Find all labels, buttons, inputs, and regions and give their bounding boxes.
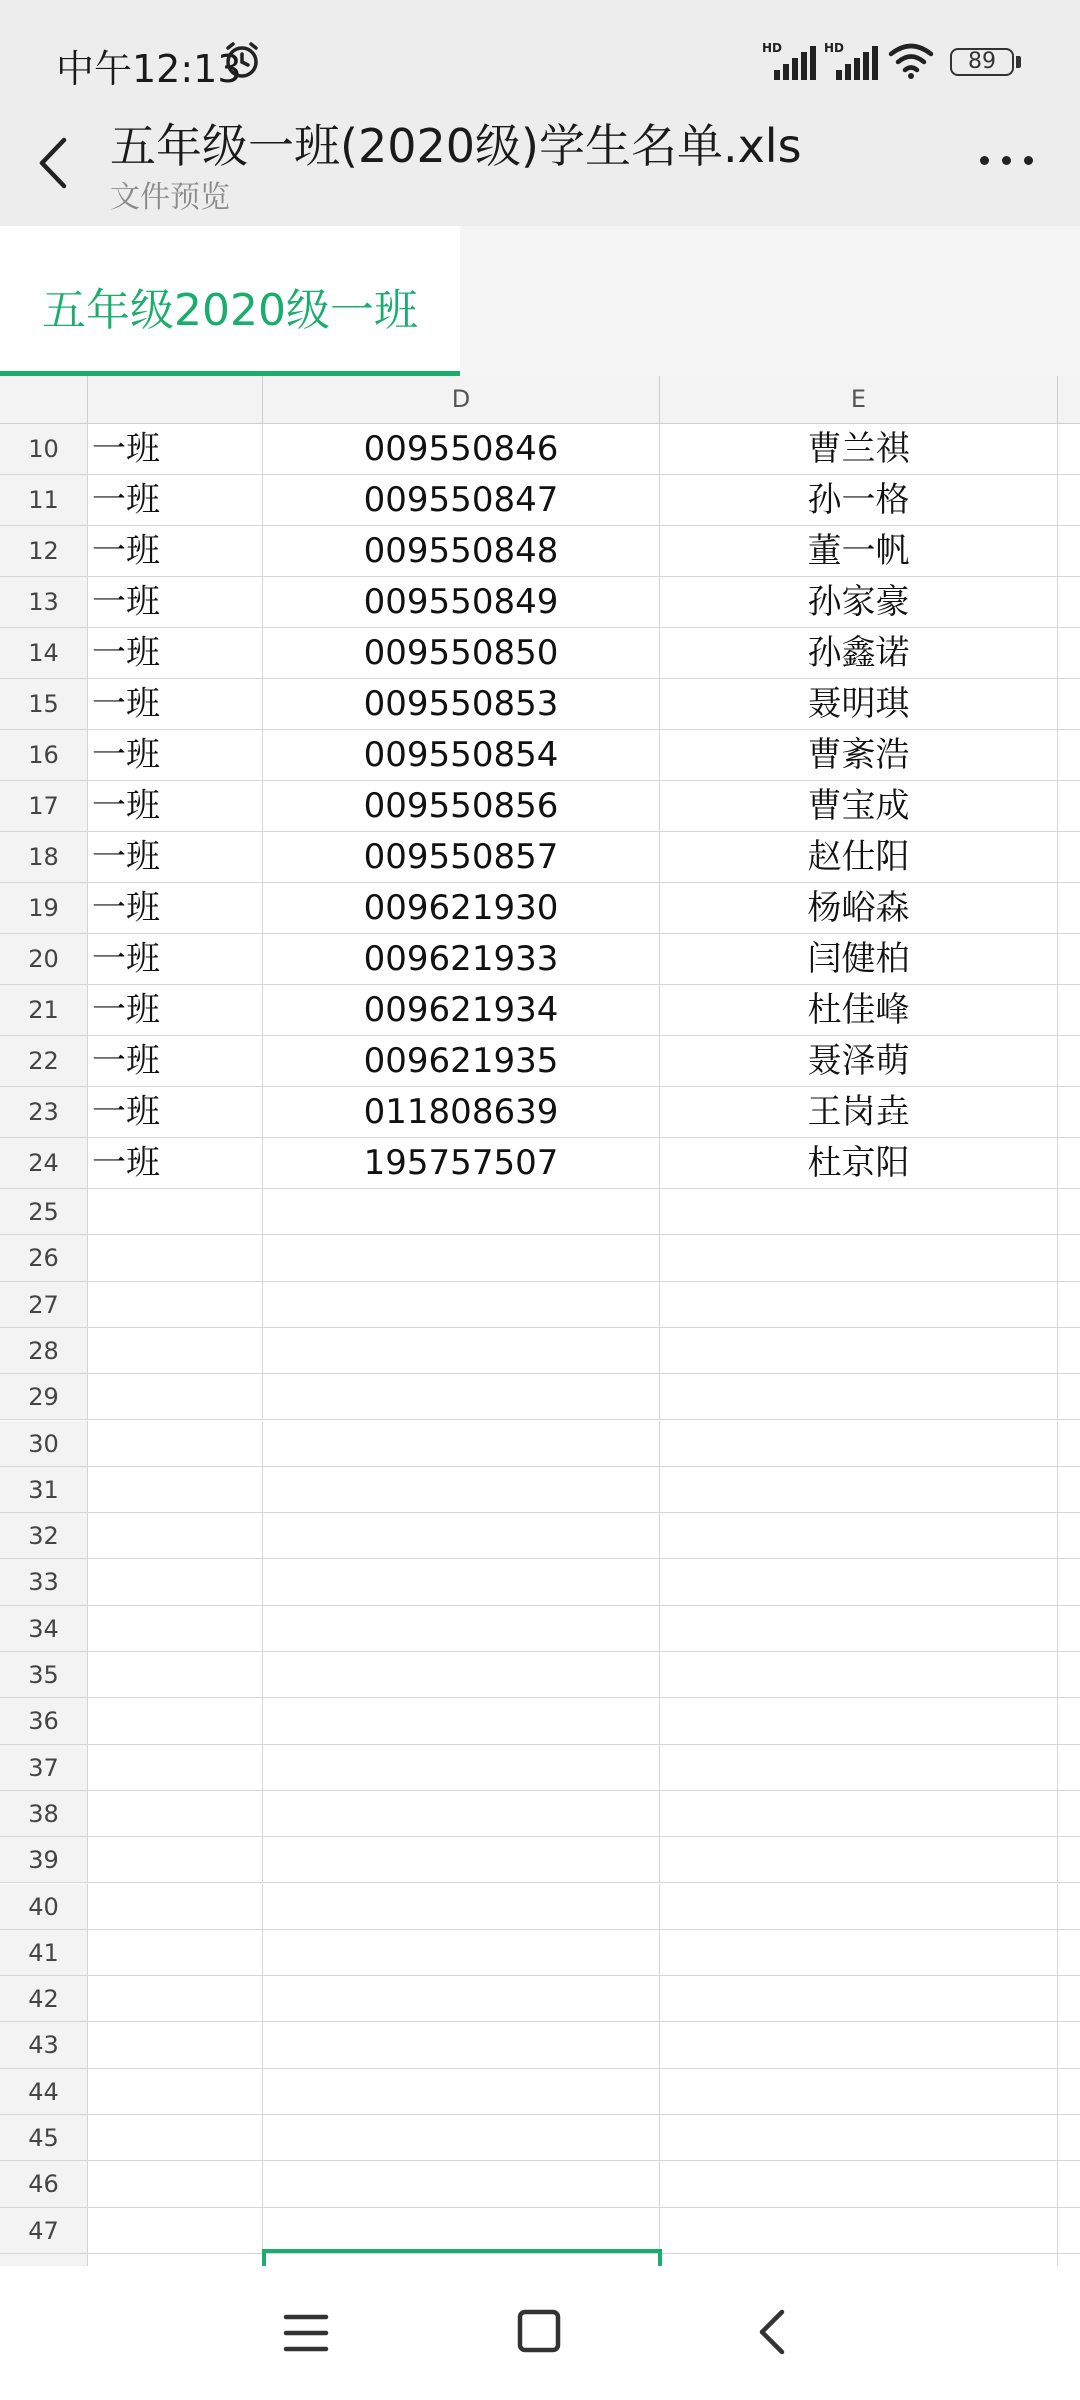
class-cell[interactable]: 一班 (88, 781, 263, 831)
student-id-cell[interactable]: 009550848 (263, 526, 660, 576)
overflow-cell[interactable] (1058, 1467, 1080, 1512)
student-id-cell[interactable]: 009550846 (263, 424, 660, 474)
overflow-cell[interactable] (1058, 1884, 1080, 1929)
student-name-cell[interactable] (660, 1652, 1058, 1697)
student-id-cell[interactable] (263, 1976, 660, 2021)
row-number: 27 (0, 1282, 88, 1327)
row-number: 39 (0, 1837, 88, 1882)
row-number: 34 (0, 1606, 88, 1651)
table-row (0, 1138, 1080, 1189)
sheet-tab-strip (0, 226, 1080, 376)
column-header-row (0, 376, 1080, 424)
student-id-cell[interactable] (263, 1374, 660, 1419)
class-cell[interactable]: 一班 (88, 832, 263, 882)
student-name-cell[interactable] (660, 1513, 1058, 1558)
table-row (0, 1698, 1080, 1744)
table-row (0, 1282, 1080, 1328)
student-name-cell[interactable]: 曹宝成 (660, 781, 1058, 831)
overflow-cell[interactable] (1058, 1652, 1080, 1697)
row-number: 16 (0, 730, 88, 780)
more-icon-dot (1024, 156, 1033, 165)
student-name-cell[interactable] (660, 2069, 1058, 2114)
column-header-d[interactable]: D (263, 376, 660, 423)
table-row (0, 985, 1080, 1036)
row-number: 37 (0, 1745, 88, 1790)
more-options-button[interactable] (972, 140, 1042, 180)
class-cell[interactable] (88, 1282, 263, 1327)
table-row (0, 1791, 1080, 1837)
student-name-cell[interactable]: 王岗垚 (660, 1087, 1058, 1137)
table-row (0, 1087, 1080, 1138)
table-row (0, 526, 1080, 577)
overflow-cell[interactable] (1058, 1559, 1080, 1604)
overflow-cell[interactable] (1058, 730, 1080, 780)
column-header-e[interactable]: E (660, 376, 1058, 423)
table-row (0, 628, 1080, 679)
class-cell[interactable]: 一班 (88, 628, 263, 678)
class-cell[interactable]: 一班 (88, 424, 263, 474)
table-row (0, 781, 1080, 832)
table-row (0, 1837, 1080, 1883)
sheet-tab[interactable] (0, 226, 460, 376)
student-name-cell[interactable]: 孙一格 (660, 475, 1058, 525)
file-title: 五年级一班(2020级)学生名单.xls (110, 119, 802, 173)
table-row (0, 577, 1080, 628)
overflow-cell[interactable] (1058, 832, 1080, 882)
row-number: 29 (0, 1374, 88, 1419)
overflow-cell[interactable] (1058, 1282, 1080, 1327)
table-row (0, 934, 1080, 985)
corner-header (0, 376, 88, 423)
student-name-cell[interactable] (660, 1606, 1058, 1651)
student-id-cell[interactable]: 195757507 (263, 1138, 660, 1188)
student-name-cell[interactable]: 闫健柏 (660, 934, 1058, 984)
student-id-cell[interactable]: 009550849 (263, 577, 660, 627)
overflow-cell[interactable] (1058, 1698, 1080, 1743)
class-cell[interactable] (88, 2022, 263, 2067)
student-name-cell[interactable]: 曹兰祺 (660, 424, 1058, 474)
class-cell[interactable] (88, 1791, 263, 1836)
student-name-cell[interactable] (660, 1421, 1058, 1466)
class-cell[interactable]: 一班 (88, 1087, 263, 1137)
table-row (0, 1930, 1080, 1976)
row-number: 28 (0, 1328, 88, 1373)
row-number: 46 (0, 2161, 88, 2206)
table-row (0, 1884, 1080, 1930)
row-number: 41 (0, 1930, 88, 1975)
overflow-cell[interactable] (1058, 934, 1080, 984)
class-cell[interactable] (88, 1467, 263, 1512)
overflow-cell[interactable] (1058, 1513, 1080, 1558)
student-name-cell[interactable]: 杜佳峰 (660, 985, 1058, 1035)
status-bar (0, 0, 1080, 110)
class-cell[interactable] (88, 1235, 263, 1280)
class-cell[interactable]: 一班 (88, 679, 263, 729)
student-id-cell[interactable] (263, 1930, 660, 1975)
class-cell[interactable] (88, 1884, 263, 1929)
column-header[interactable] (88, 376, 263, 423)
student-name-cell[interactable] (660, 1884, 1058, 1929)
student-id-cell[interactable] (263, 1606, 660, 1651)
student-name-cell[interactable] (660, 1374, 1058, 1419)
table-row (0, 2161, 1080, 2207)
student-id-cell[interactable] (263, 1235, 660, 1280)
row-number: 32 (0, 1513, 88, 1558)
student-name-cell[interactable]: 赵仕阳 (660, 832, 1058, 882)
table-row (0, 2115, 1080, 2161)
row-number: 40 (0, 1884, 88, 1929)
table-row (0, 679, 1080, 730)
student-name-cell[interactable] (660, 1745, 1058, 1790)
hd-signal-icon (824, 40, 880, 82)
row-number: 36 (0, 1698, 88, 1743)
student-id-cell[interactable] (263, 2022, 660, 2067)
overflow-cell[interactable] (1058, 1421, 1080, 1466)
student-name-cell[interactable] (660, 1235, 1058, 1280)
class-cell[interactable] (88, 1559, 263, 1604)
student-id-cell[interactable] (263, 1652, 660, 1697)
overflow-cell[interactable] (1058, 1745, 1080, 1790)
student-id-cell[interactable]: 009550854 (263, 730, 660, 780)
student-id-cell[interactable]: 009550850 (263, 628, 660, 678)
status-time: 中午12:13 (56, 47, 242, 91)
student-id-cell[interactable]: 009550856 (263, 781, 660, 831)
overflow-cell[interactable] (1058, 526, 1080, 576)
student-name-cell[interactable] (660, 2161, 1058, 2206)
overflow-cell[interactable] (1058, 781, 1080, 831)
overflow-cell[interactable] (1058, 2208, 1080, 2253)
student-id-cell[interactable] (263, 1884, 660, 1929)
battery-tip (1016, 56, 1021, 68)
overflow-cell[interactable] (1058, 424, 1080, 474)
class-cell[interactable]: 一班 (88, 883, 263, 933)
student-name-cell[interactable]: 杨峪森 (660, 883, 1058, 933)
class-cell[interactable]: 一班 (88, 526, 263, 576)
overflow-cell[interactable] (1058, 1235, 1080, 1280)
student-id-cell[interactable] (263, 1467, 660, 1512)
student-name-cell[interactable] (660, 1328, 1058, 1373)
svg-text:HD: HD (762, 41, 783, 55)
class-cell[interactable] (88, 1513, 263, 1558)
student-name-cell[interactable] (660, 1559, 1058, 1604)
menu-icon[interactable] (282, 2310, 330, 2356)
row-number: 14 (0, 628, 88, 678)
student-id-cell[interactable] (263, 1698, 660, 1743)
student-id-cell[interactable] (263, 2069, 660, 2114)
back-icon[interactable] (750, 2306, 794, 2358)
row-number: 18 (0, 832, 88, 882)
overflow-cell[interactable] (1058, 1087, 1080, 1137)
class-cell[interactable] (88, 1421, 263, 1466)
overflow-cell[interactable] (1058, 1138, 1080, 1188)
table-row (0, 1467, 1080, 1513)
table-row (0, 1559, 1080, 1605)
student-id-cell[interactable] (263, 1421, 660, 1466)
student-id-cell[interactable] (263, 1189, 660, 1234)
student-name-cell[interactable]: 杜京阳 (660, 1138, 1058, 1188)
student-id-cell[interactable]: 009621930 (263, 883, 660, 933)
student-name-cell[interactable] (660, 1282, 1058, 1327)
row-number: 44 (0, 2069, 88, 2114)
battery-icon (950, 48, 1014, 76)
student-name-cell[interactable] (660, 1467, 1058, 1512)
student-id-cell[interactable]: 009550847 (263, 475, 660, 525)
top-bar (0, 0, 1080, 226)
student-id-cell[interactable]: 009621935 (263, 1036, 660, 1086)
student-id-cell[interactable] (263, 1513, 660, 1558)
student-id-cell[interactable] (263, 1282, 660, 1327)
row-number: 47 (0, 2208, 88, 2253)
student-name-cell[interactable]: 聂明琪 (660, 679, 1058, 729)
student-id-cell[interactable]: 009550853 (263, 679, 660, 729)
svg-text:HD: HD (824, 41, 845, 55)
table-row (0, 1513, 1080, 1559)
overflow-cell[interactable] (1058, 1328, 1080, 1373)
student-name-cell[interactable]: 孙家豪 (660, 577, 1058, 627)
overflow-cell[interactable] (1058, 1930, 1080, 1975)
system-nav-bar (0, 2266, 1080, 2400)
overflow-cell[interactable] (1058, 1374, 1080, 1419)
student-name-cell[interactable] (660, 1930, 1058, 1975)
class-cell[interactable] (88, 1930, 263, 1975)
row-number: 30 (0, 1421, 88, 1466)
row-number: 10 (0, 424, 88, 474)
student-id-cell[interactable] (263, 1837, 660, 1882)
table-row (0, 883, 1080, 934)
table-row (0, 1036, 1080, 1087)
student-name-cell[interactable] (660, 2115, 1058, 2160)
row-number: 19 (0, 883, 88, 933)
hd-signal-icon (762, 40, 818, 82)
class-cell[interactable] (88, 2161, 263, 2206)
row-number: 22 (0, 1036, 88, 1086)
class-cell[interactable] (88, 1976, 263, 2021)
class-cell[interactable]: 一班 (88, 1138, 263, 1188)
home-icon[interactable] (514, 2306, 564, 2356)
row-number: 33 (0, 1559, 88, 1604)
spreadsheet-grid[interactable] (0, 376, 1080, 2266)
wifi-icon (888, 42, 934, 80)
row-number: 23 (0, 1087, 88, 1137)
table-row (0, 1745, 1080, 1791)
row-number: 35 (0, 1652, 88, 1697)
class-cell[interactable] (88, 2115, 263, 2160)
class-cell[interactable] (88, 1374, 263, 1419)
row-number: 24 (0, 1138, 88, 1188)
student-name-cell[interactable]: 董一帆 (660, 526, 1058, 576)
table-row (0, 1606, 1080, 1652)
student-name-cell[interactable] (660, 1837, 1058, 1882)
table-row (0, 1189, 1080, 1235)
table-row (0, 2022, 1080, 2068)
student-id-cell[interactable]: 009550857 (263, 832, 660, 882)
back-button[interactable] (30, 128, 78, 198)
class-cell[interactable] (88, 2208, 263, 2253)
student-name-cell[interactable] (660, 1791, 1058, 1836)
alarm-icon (222, 40, 262, 80)
student-name-cell[interactable] (660, 2022, 1058, 2067)
row-number: 21 (0, 985, 88, 1035)
file-subtitle: 文件预览 (110, 180, 230, 215)
class-cell[interactable]: 一班 (88, 730, 263, 780)
student-id-cell[interactable]: 011808639 (263, 1087, 660, 1137)
class-cell[interactable] (88, 1652, 263, 1697)
overflow-cell[interactable] (1058, 475, 1080, 525)
student-id-cell[interactable] (263, 1328, 660, 1373)
table-row (0, 1976, 1080, 2022)
student-name-cell[interactable]: 聂泽萌 (660, 1036, 1058, 1086)
row-number: 25 (0, 1189, 88, 1234)
overflow-cell[interactable] (1058, 2115, 1080, 2160)
row-number: 26 (0, 1235, 88, 1280)
overflow-cell[interactable] (1058, 883, 1080, 933)
table-row (0, 2069, 1080, 2115)
student-id-cell[interactable]: 009621934 (263, 985, 660, 1035)
row-number: 42 (0, 1976, 88, 2021)
table-row (0, 1652, 1080, 1698)
student-id-cell[interactable] (263, 2208, 660, 2253)
row-number: 13 (0, 577, 88, 627)
row-number: 45 (0, 2115, 88, 2160)
table-row (0, 730, 1080, 781)
student-id-cell[interactable]: 009621933 (263, 934, 660, 984)
more-icon-dot (980, 156, 989, 165)
student-id-cell[interactable] (263, 1791, 660, 1836)
more-icon-dot (1002, 156, 1011, 165)
battery-level: 89 (968, 49, 996, 74)
student-name-cell[interactable]: 曹紊浩 (660, 730, 1058, 780)
overflow-cell[interactable] (1058, 985, 1080, 1035)
class-cell[interactable] (88, 1328, 263, 1373)
row-number: 15 (0, 679, 88, 729)
class-cell[interactable]: 一班 (88, 1036, 263, 1086)
student-name-cell[interactable]: 孙鑫诺 (660, 628, 1058, 678)
table-row (0, 475, 1080, 526)
overflow-cell[interactable] (1058, 1791, 1080, 1836)
class-cell[interactable] (88, 1606, 263, 1651)
overflow-cell[interactable] (1058, 2069, 1080, 2114)
overflow-cell[interactable] (1058, 2161, 1080, 2206)
class-cell[interactable] (88, 2069, 263, 2114)
table-row (0, 1235, 1080, 1281)
student-name-cell[interactable] (660, 1189, 1058, 1234)
row-number: 20 (0, 934, 88, 984)
student-id-cell[interactable] (263, 1745, 660, 1790)
overflow-cell[interactable] (1058, 1837, 1080, 1882)
overflow-cell[interactable] (1058, 1036, 1080, 1086)
table-row (0, 1328, 1080, 1374)
overflow-cell[interactable] (1058, 577, 1080, 627)
overflow-cell[interactable] (1058, 679, 1080, 729)
class-cell[interactable] (88, 1837, 263, 1882)
class-cell[interactable]: 一班 (88, 985, 263, 1035)
class-cell[interactable]: 一班 (88, 577, 263, 627)
table-row (0, 1421, 1080, 1467)
overflow-cell[interactable] (1058, 1606, 1080, 1651)
class-cell[interactable] (88, 1189, 263, 1234)
row-number: 12 (0, 526, 88, 576)
overflow-cell[interactable] (1058, 1189, 1080, 1234)
row-number: 17 (0, 781, 88, 831)
table-row (0, 832, 1080, 883)
row-number: 11 (0, 475, 88, 525)
overflow-cell[interactable] (1058, 628, 1080, 678)
table-row (0, 424, 1080, 475)
student-id-cell[interactable] (263, 2115, 660, 2160)
row-number: 38 (0, 1791, 88, 1836)
student-id-cell[interactable] (263, 1559, 660, 1604)
class-cell[interactable] (88, 1698, 263, 1743)
student-name-cell[interactable] (660, 1698, 1058, 1743)
overflow-cell[interactable] (1058, 2022, 1080, 2067)
row-number: 31 (0, 1467, 88, 1512)
table-row (0, 1374, 1080, 1420)
overflow-cell[interactable] (1058, 1976, 1080, 2021)
student-id-cell[interactable] (263, 2161, 660, 2206)
student-name-cell[interactable] (660, 2208, 1058, 2253)
row-number: 43 (0, 2022, 88, 2067)
sheet-tab-label: 五年级2020级一班 (42, 285, 418, 336)
class-cell[interactable] (88, 1745, 263, 1790)
student-name-cell[interactable] (660, 1976, 1058, 2021)
class-cell[interactable]: 一班 (88, 475, 263, 525)
class-cell[interactable]: 一班 (88, 934, 263, 984)
table-row (0, 2208, 1080, 2254)
